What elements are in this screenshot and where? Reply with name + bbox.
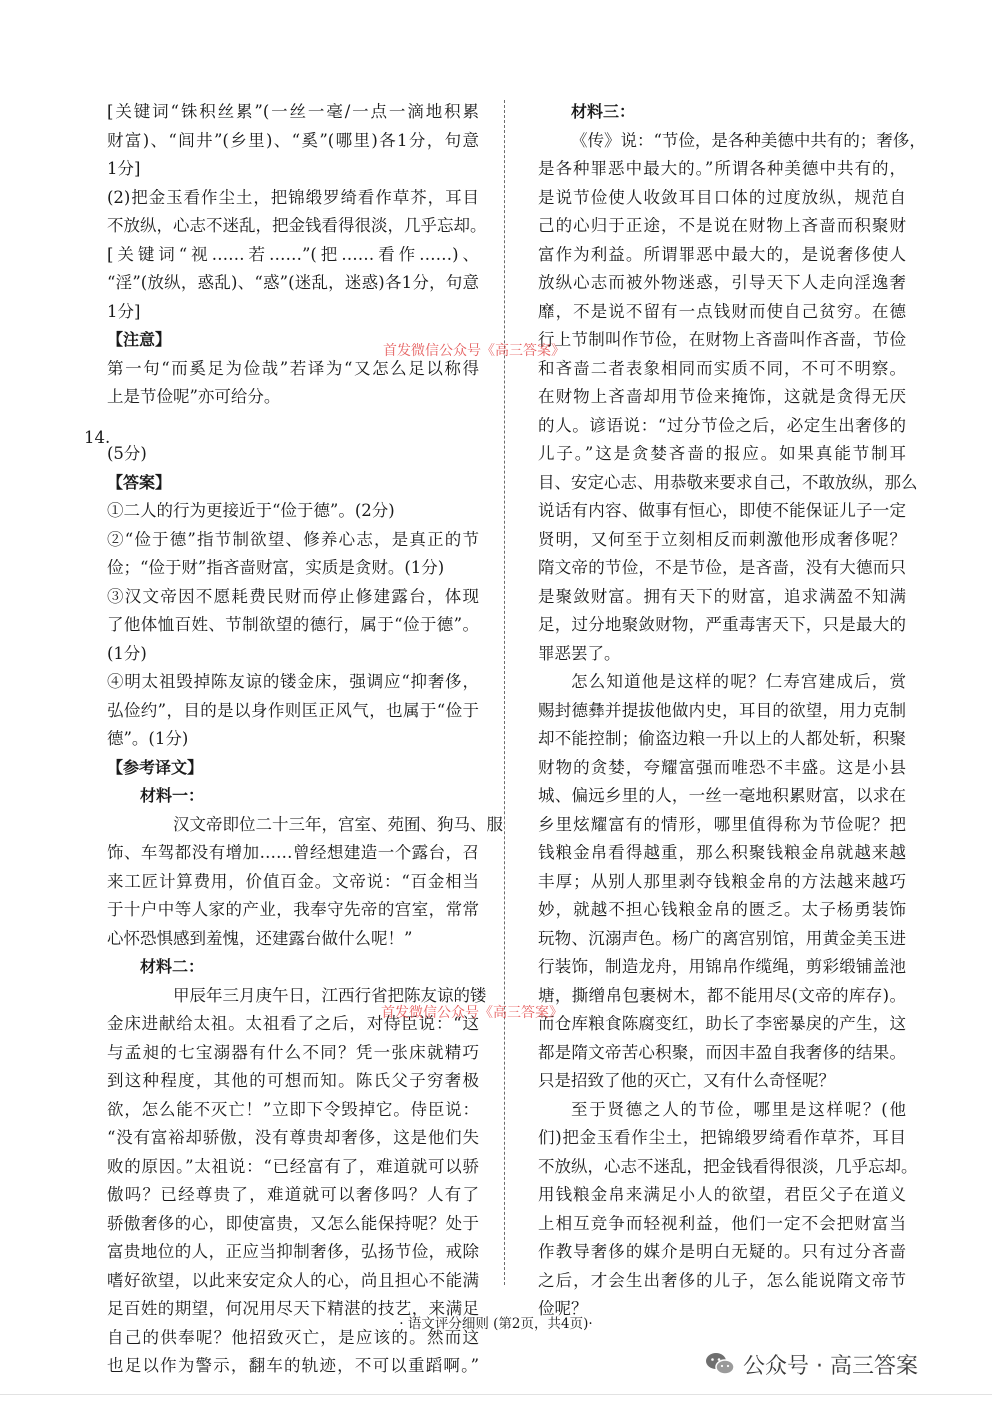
text-line: 赐封德彝并提拔他做内史，耳目的欲望，用力克制 (538, 700, 906, 720)
text-line: 和吝啬二者表象相同而实质不同，不可不明察。 (538, 358, 906, 378)
text-line: “没有富裕却骄傲，没有尊贵却奢侈，这是他们失 (107, 1128, 479, 1147)
text-line: 们)把金玉看作尘土，把锦缎罗绮看作草芥，耳目 (538, 1128, 906, 1147)
text-line: 俭；“俭于财”指吝啬财富，实质是贪财。(1分) (107, 558, 445, 577)
text-line: 傲吗？已经尊贵了，难道就可以奢侈吗？人有了 (107, 1185, 479, 1204)
text-line: 作教导奢侈的媒介是明白无疑的。只有过分吝啬 (538, 1242, 906, 1261)
text-line: 却不能控制；偷盗边粮一升以上的人都处斩，积聚 (538, 729, 906, 748)
text-line: 足，过分地聚敛财物，严重毒害天下，只是最大的 (538, 615, 906, 634)
text-line: [关键词“铢积丝累”(一丝一毫/一点一滴地积累 (107, 102, 479, 121)
text-line: 饰、车驾都没有增加……曾经想建造一个露台，召 (107, 843, 479, 862)
material-one-text (107, 811, 503, 954)
text-line: 德”。(1分) (107, 729, 189, 748)
text-line: 隋文帝的节俭，不是节俭，是吝啬，没有大德而只 (538, 558, 906, 577)
material-three-title: 材料三： (571, 102, 636, 121)
text-line: ②“俭于德”指节制欲望、修养心志，是真正的节 (107, 529, 479, 549)
text-line: 用钱粮金帛来满足小人的欲望，君臣父子在道义 (538, 1185, 906, 1204)
text-line: 塘，撕缯帛包裹树木，都不能用尽(文帝的库存)。 (538, 985, 906, 1005)
text-line: 也足以作为警示，翻车的轨迹，不可以重蹈啊。” (107, 1356, 479, 1375)
text-line: 心怀恐惧感到羞愧，还建露台做什么呢！” (107, 928, 413, 948)
text-line: 城、偏远乡里的人，一丝一毫地积累财富，以求在 (538, 786, 906, 805)
note-heading: 【注意】 (107, 330, 172, 349)
text-line: 都是隋文帝苦心积聚，而因丰盈自我奢侈的结果。 (538, 1042, 906, 1062)
text-line: 玩物、沉溺声色。杨广的离宫别馆，用黄金美玉进 (538, 928, 906, 948)
material-one-title: 材料一： (140, 786, 205, 805)
text-line: 金床进献给太祖。太祖看了之后，对侍臣说：“这 (107, 1014, 479, 1033)
q14-score: (5分) (107, 444, 147, 463)
reference-heading: 【参考译文】 (107, 757, 204, 777)
text-line: 不放纵，心志不迷乱，把金钱看得很淡，几乎忘却。 (107, 216, 487, 235)
bottom-divider (0, 1394, 992, 1395)
text-line: 贤明，又何至于立刻相反而刺激他形成奢侈呢？ (538, 529, 906, 549)
text-line: 弘俭约”，目的是以身作则匡正风气，也属于“俭于 (107, 700, 479, 720)
text-line: 上是节俭呢”亦可给分。 (107, 387, 281, 406)
text-line: 己的心归于正途，不是说在财物上吝啬而积聚财 (538, 216, 906, 235)
spacer (107, 412, 479, 441)
text-line: “淫”(放纵，惑乱)、“惑”(迷乱，迷惑)各1分，句意 (107, 273, 479, 292)
text-line: 的人。谚语说：“过分节俭之后，必定生出奢侈的 (538, 415, 906, 435)
text-line: ③汉文帝因不愿耗费民财而停止修建露台，体现 (107, 586, 479, 606)
text-line: 了他体恤百姓、节制欲望的德行，属于“俭于德”。 (107, 615, 479, 634)
watermark-text: 首发微信公众号《高三答案》 (381, 1005, 563, 1021)
material-three-paragraph-2 (538, 668, 906, 1096)
text-line: 是聚敛财富。拥有天下的财富，追求满盈不知满 (538, 586, 906, 606)
watermark-text: 首发微信公众号《高三答案》 (383, 343, 565, 359)
text-line: 上相互竞争而轻视利益，他们一定不会把财富当 (538, 1213, 906, 1233)
text-line: 妙，就越不担心钱粮金帛的匮乏。太子杨勇装饰 (538, 900, 906, 919)
text-line: 靡，不是说不留有一点钱财而使自己贫穷。在德 (538, 301, 906, 321)
text-line: 第一句“而奚足为俭哉”若译为“又怎么足以称得 (107, 358, 479, 378)
text-line: 1分] (107, 159, 141, 178)
text-line: 《传》说：“节俭，是各种美德中共有的；奢侈， (571, 130, 926, 150)
text-line: ①二人的行为更接近于“俭于德”。(2分) (107, 501, 395, 520)
text-line: 嗜好欲望，以此来安定众人的心，尚且担心不能满 (107, 1270, 479, 1290)
text-line: 说话有内容、做事有恒心，即使不能保证儿子一定 (538, 501, 906, 520)
text-line: ④明太祖毁掉陈友谅的镂金床，强调应“抑奢侈， (107, 672, 479, 691)
text-line: 儿子。”这是贪婪吝啬的报应。如果真能节制耳 (538, 444, 906, 463)
text-line: 俭呢？ (538, 1299, 588, 1318)
text-line: (2)把金玉看作尘土，把锦缎罗绮看作草芥，耳目 (107, 187, 479, 207)
text-line: 丰厚；从别人那里剥夺钱粮金帛的方法越来越巧 (538, 871, 906, 891)
text-line: 到这种程度，其他的可想而知。陈氏父子穷奢极 (107, 1071, 479, 1090)
material-three-paragraph-3 (538, 1096, 918, 1324)
question-number: 14. (84, 428, 111, 447)
text-line: 行上节制叫作节俭，在财物上吝啬叫作吝啬，节俭 (538, 330, 906, 349)
text-line: 怎么知道他是这样的呢？仁寿宫建成后，赏 (571, 672, 906, 691)
q14-answer-block (107, 497, 479, 754)
text-line: 富贵地位的人，正应当抑制奢侈，弘扬节俭，戒除 (107, 1242, 479, 1261)
text-line: 富作为利益。所谓罪恶中最大的，是说奢侈使人 (538, 244, 906, 264)
material-three-paragraph-1 (538, 127, 926, 669)
wechat-icon (705, 1351, 735, 1377)
text-line: 是说节俭使人收敛耳目口体的过度放纵，规范自 (538, 187, 906, 207)
text-line: 钱粮金帛看得越重，那么积聚钱粮金帛就越来越 (538, 843, 906, 862)
text-line: 放纵心志而被外物迷惑，引导天下人走向淫逸奢 (538, 273, 906, 292)
text-line: 至于贤德之人的节俭，哪里是这样呢？(他 (571, 1099, 906, 1119)
text-line: (1分) (107, 643, 147, 663)
text-line: 行装饰，制造龙舟，用锦帛作缆绳，剪彩缎铺盖池 (538, 957, 906, 976)
text-line: 来工匠计算费用，价值百金。文帝说：“百金相当 (107, 871, 479, 891)
text-line: 于十户中等人家的产业，我奉守先帝的宫室，常常 (107, 900, 479, 919)
text-line: 汉文帝即位二十三年，宫室、苑囿、狗马、服 (173, 814, 503, 834)
text-line: 败的原因。”太祖说：“已经富有了，难道就可以骄 (107, 1156, 479, 1176)
text-line: 甲辰年三月庚午日，江西行省把陈友谅的镂 (173, 985, 487, 1005)
text-line: 而仓库粮食陈腐变红，助长了李密暴戾的产生，这 (538, 1014, 906, 1033)
text-line: 罪恶罢了。 (538, 643, 621, 663)
text-line: 乡里炫耀富有的情形，哪里值得称为节俭呢？把 (538, 814, 906, 834)
page-footer: · 语文评分细则 (第2页，共4页)· (399, 1316, 593, 1332)
text-line: 只是招致了他的灭亡，又有什么奇怪呢？ (538, 1071, 835, 1090)
text-line: 自己的供奉呢？他招致灭亡，是应该的。然而这 (107, 1327, 479, 1347)
text-line: 与孟昶的七宝溺器有什么不同？凭一张床就精巧 (107, 1042, 479, 1062)
text-line: 不放纵，心志不迷乱，把金钱看得很淡，几乎忘却。 (538, 1156, 918, 1176)
text-line: 目、安定心志、用恭敬来要求自己，不敢放纵，那么 (538, 472, 918, 492)
column-divider (504, 100, 505, 1285)
brand-text: 公众号 · 高三答案 (743, 1353, 918, 1379)
text-line: 欲，怎么能不灭亡！”立即下令毁掉它。侍臣说： (107, 1099, 479, 1119)
text-line: 1分] (107, 301, 141, 321)
text-line: 足百姓的期望，何况用尽天下精湛的技艺，来满足 (107, 1299, 479, 1318)
q13-answer-block (107, 98, 487, 326)
text-line: 财物的贪婪，夸耀富强而唯恐不丰盛。这是小县 (538, 757, 906, 777)
material-two-title: 材料二： (140, 957, 205, 976)
brand-badge (705, 1344, 918, 1384)
right-column (538, 98, 926, 1324)
text-line: 在财物上吝啬却用节俭来掩饰，这就是贪得无厌 (538, 387, 906, 406)
text-line: 财富)、“闾井”(乡里)、“奚”(哪里)各1分，句意 (107, 130, 479, 150)
text-line: 是各种罪恶中最大的。”所谓各种美德中共有的， (538, 159, 906, 178)
text-line: [关键词“视……若……”(把……看作……)、 (107, 244, 479, 264)
text-line: 之后，才会生出奢侈的儿子，怎么能说隋文帝节 (538, 1270, 906, 1290)
text-line: 骄傲奢侈的心，即使富贵，又怎么能保持呢？处于 (107, 1213, 479, 1233)
answer-heading: 【答案】 (107, 472, 172, 492)
